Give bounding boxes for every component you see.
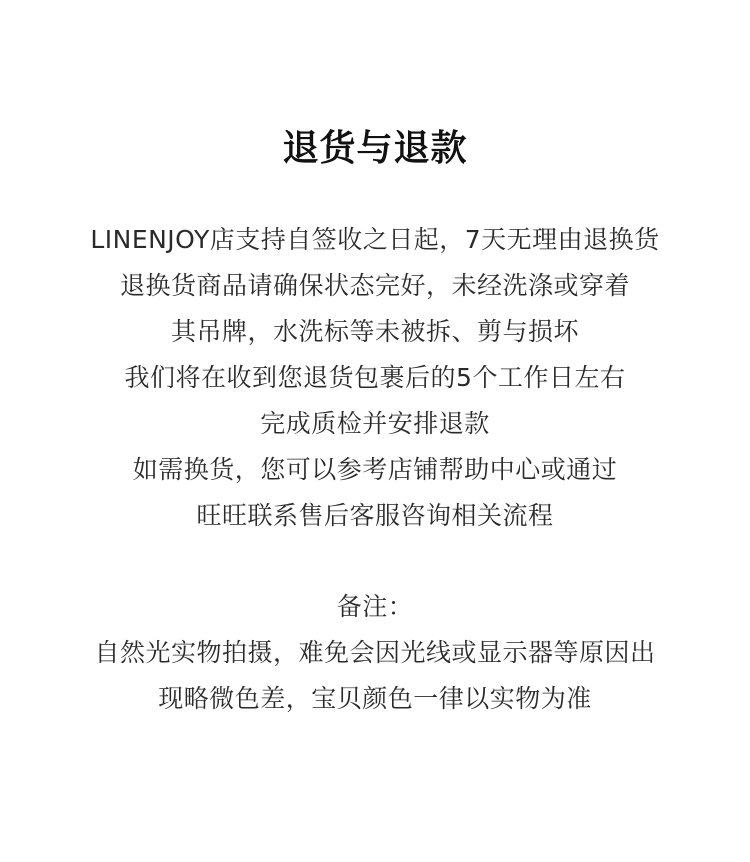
policy-line: 如需换货，您可以参考店铺帮助中心或通过: [132, 455, 618, 484]
note-text-block: [0, 584, 750, 722]
note-line: 自然光实物拍摄，难免会因光线或显示器等原因出: [94, 638, 656, 667]
note-heading: 备注：: [336, 592, 414, 621]
policy-line: 旺旺联系售后客服咨询相关流程: [196, 501, 554, 530]
note-line: 现略微色差，宝贝颜色一律以实物为准: [158, 684, 592, 713]
policy-line: 我们将在收到您退货包裹后的5个工作日左右: [124, 363, 626, 392]
policy-line: LINENJOY店支持自签收之日起，7天无理由退换货: [90, 225, 660, 254]
policy-line: 退换货商品请确保状态完好，未经洗涤或穿着: [119, 271, 630, 300]
policy-line: 完成质检并安排退款: [260, 409, 490, 438]
policy-line: 其吊牌，水洗标等未被拆、剪与损坏: [170, 317, 579, 346]
page-title: 退货与退款: [282, 128, 468, 169]
policy-text-block: [0, 217, 750, 539]
